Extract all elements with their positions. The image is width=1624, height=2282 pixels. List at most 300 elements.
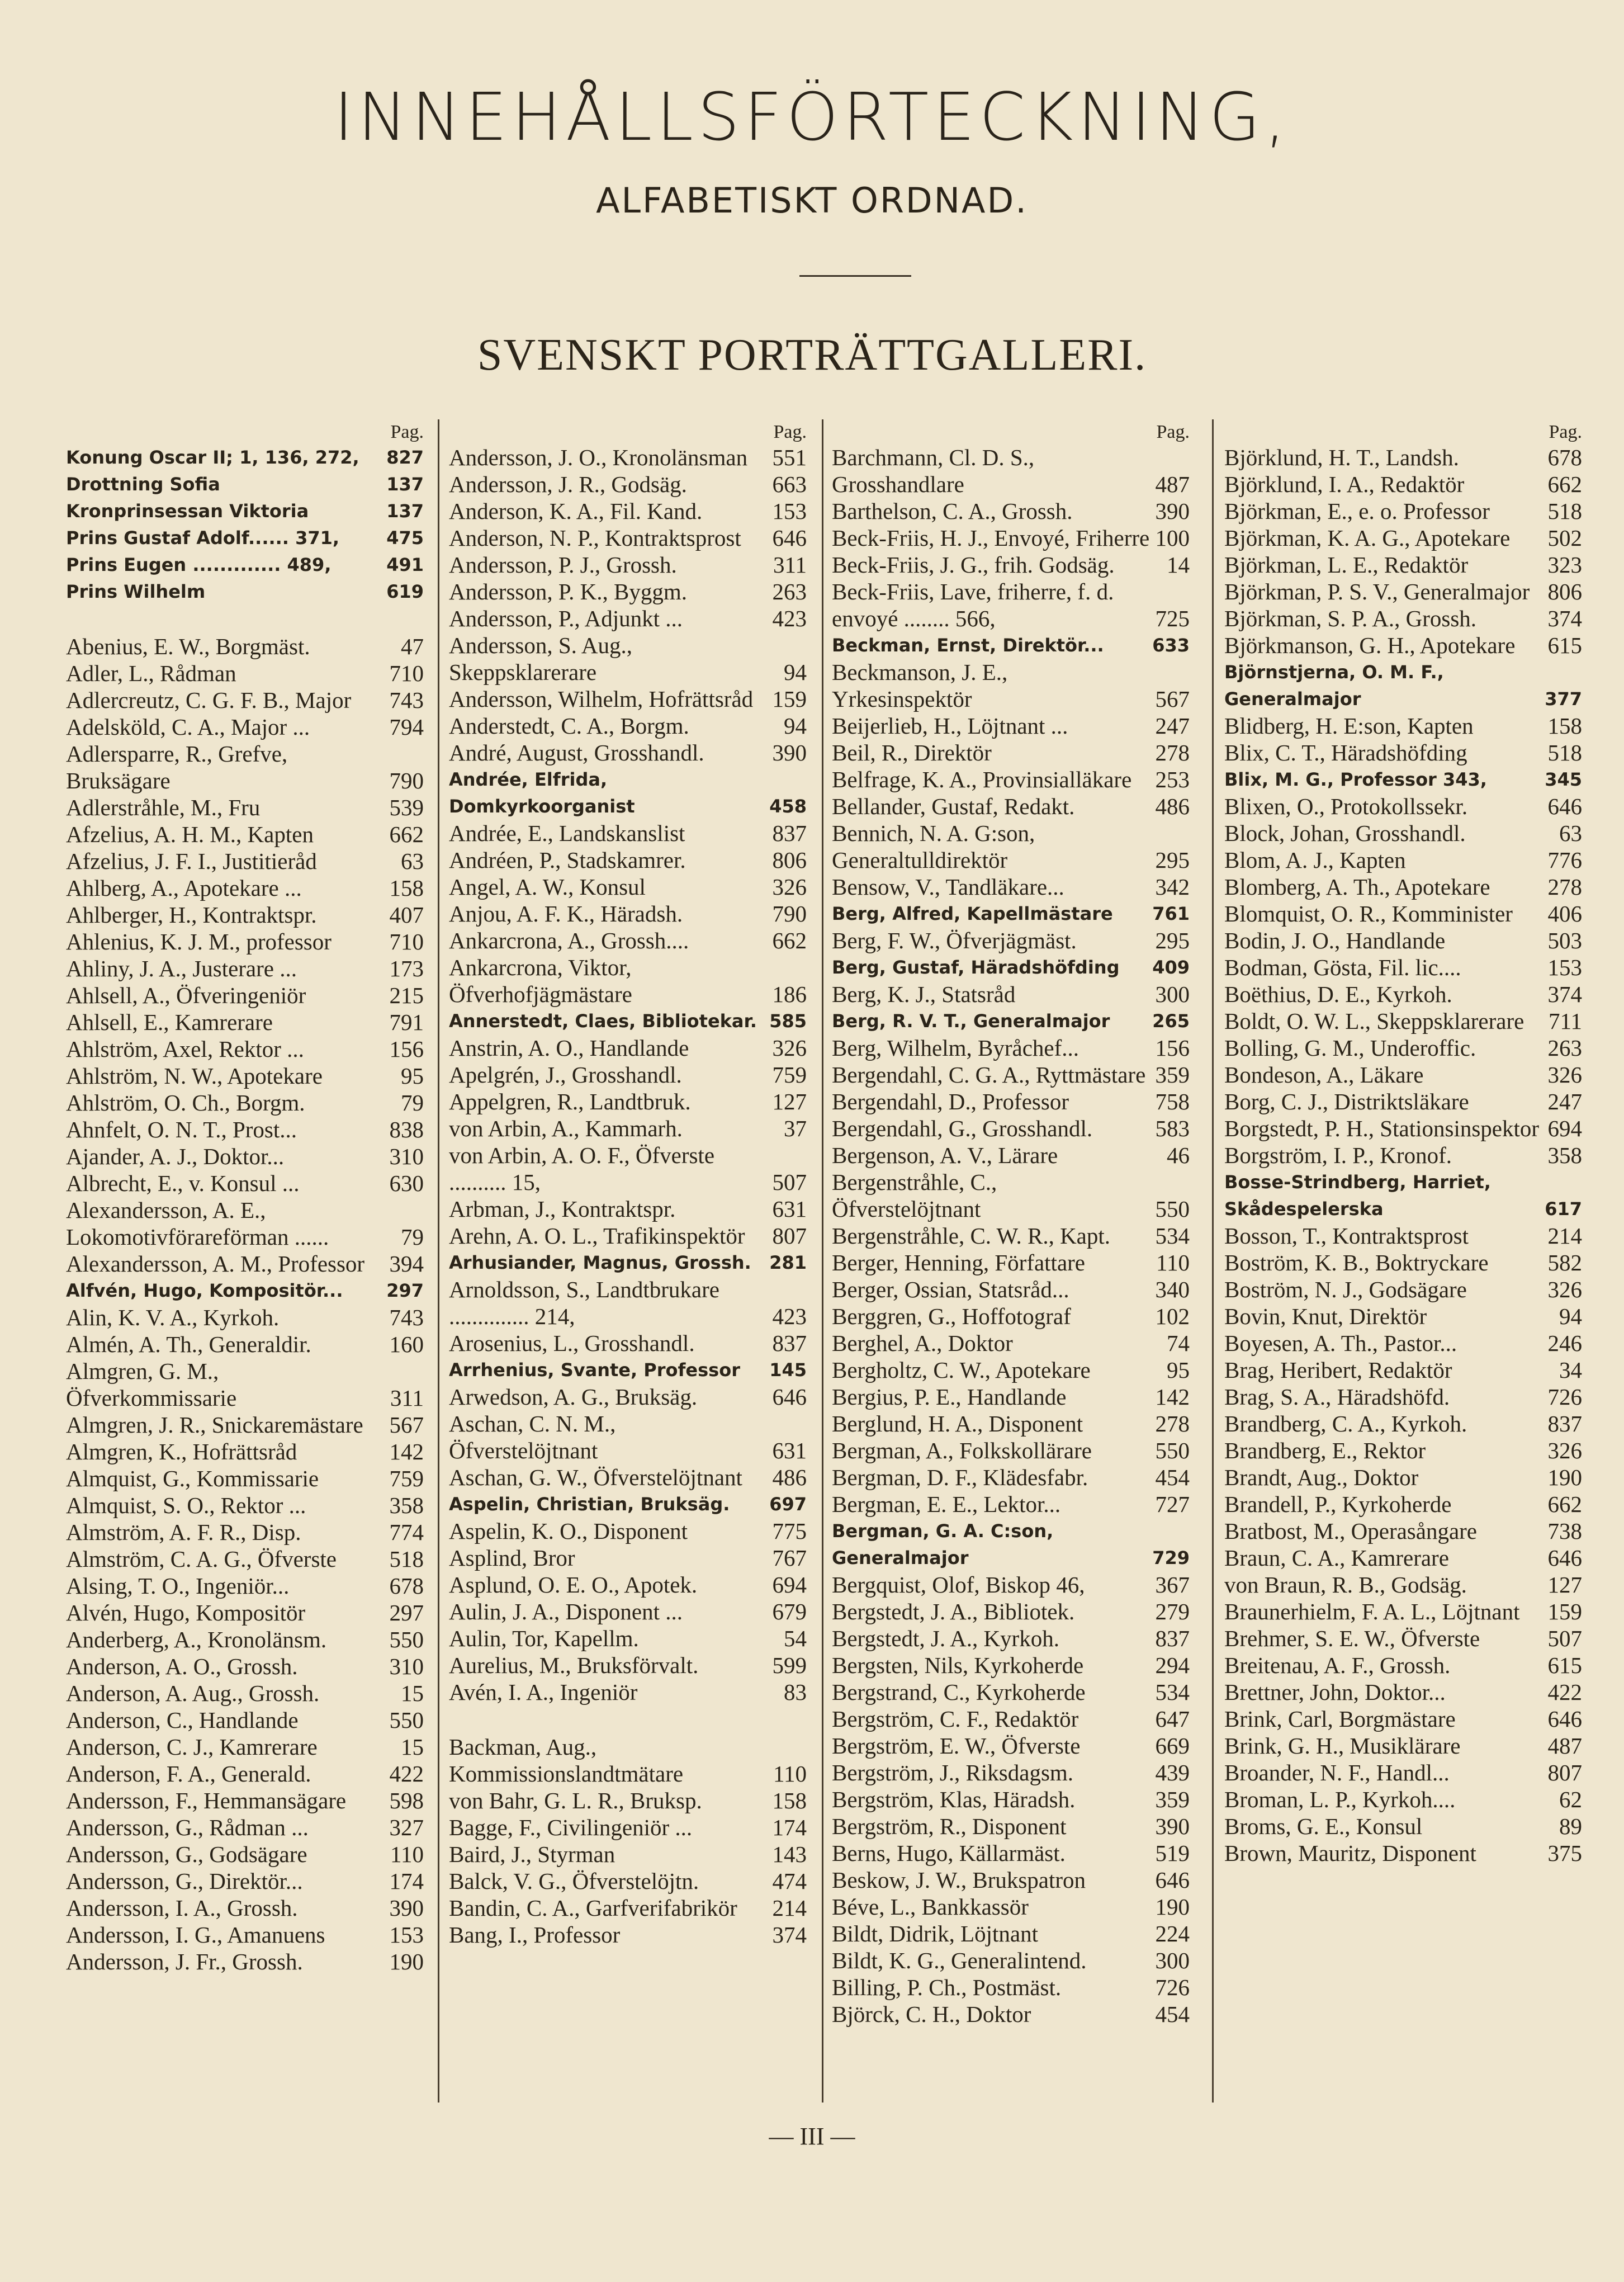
index-entry (1224, 578, 1582, 605)
entry-page-number: 374 (1547, 981, 1582, 1007)
index-entry (66, 1492, 424, 1519)
entry-page-number: 153 (772, 498, 807, 524)
index-entry (66, 1197, 424, 1250)
index-entry (66, 1170, 424, 1197)
entry-name: Borgström, I. P., Kronof. (1224, 1142, 1452, 1168)
entry-name: Beil, R., Direktör (832, 740, 992, 766)
entry-name: Björklund, H. T., Landsh. (1224, 445, 1459, 470)
entry-page-number: 422 (389, 1761, 424, 1787)
index-entry (66, 1733, 424, 1760)
index-entry (449, 1921, 807, 1948)
entry-page-number: 79 (401, 1224, 424, 1250)
entry-page-number: 390 (1155, 1813, 1190, 1839)
index-entry (1224, 1142, 1582, 1169)
entry-name: Andersson, G., Rådman ... (66, 1815, 309, 1840)
entry-page-number: 407 (389, 902, 424, 928)
entry-name: Bergström, J., Riksdagsm. (832, 1760, 1074, 1785)
entry-name: Bildt, Didrik, Löjtnant (832, 1921, 1038, 1946)
index-entry (449, 1410, 807, 1464)
index-entry (832, 444, 1190, 498)
entry-page-number: 662 (772, 928, 807, 953)
entry-name: Asplind, Bror (449, 1545, 575, 1571)
entry-name: Block, Johan, Grosshandl. (1224, 820, 1466, 846)
index-entry (1224, 551, 1582, 578)
entry-name: Anderson, A. O., Grossh. (66, 1653, 298, 1679)
section-heading: SVENSKT PORTRÄTTGALLERI. (477, 330, 1147, 380)
index-entry (1224, 1786, 1582, 1813)
index-entry (66, 901, 424, 928)
index-entry (449, 1652, 807, 1679)
entry-name: Björkmanson, G. H., Apotekare (1224, 632, 1516, 658)
entry-name: Brink, G. H., Musiklärare (1224, 1733, 1461, 1759)
index-entry (449, 1841, 807, 1868)
index-entry (449, 1034, 807, 1061)
entry-page-number: 14 (1167, 552, 1190, 578)
entry-name: Ahlström, Axel, Rektor ... (66, 1036, 304, 1062)
index-entry (66, 1760, 424, 1787)
entry-page-number: 174 (772, 1815, 807, 1840)
entry-name: Adler, L., Rådman (66, 660, 236, 686)
entry-page-number: 294 (1155, 1652, 1190, 1678)
entry-name: Drottning Sofia (66, 474, 220, 495)
entry-name: Bergendahl, G., Grosshandl. (832, 1116, 1093, 1141)
index-entry (449, 444, 807, 471)
index-entry (1224, 1705, 1582, 1732)
index-entry (832, 981, 1190, 1008)
entry-page-number: 186 (772, 981, 807, 1007)
entry-page-number: 311 (390, 1385, 424, 1411)
index-entry (1224, 1410, 1582, 1437)
entry-name: Beijerlieb, H., Löjtnant ... (832, 713, 1068, 739)
index-entry (832, 1034, 1190, 1061)
index-entry (66, 821, 424, 848)
entry-name: Aulin, Tor, Kapellm. (449, 1626, 639, 1651)
entry-name: Bolling, G. M., Underoffic. (1224, 1035, 1476, 1061)
index-entry (449, 1679, 807, 1705)
entry-name: Ahlberg, A., Apotekare ... (66, 875, 302, 901)
entry-name: Andersson, I. G., Amanuens (66, 1922, 325, 1948)
entry-name: Borg, C. J., Distriktsläkare (1224, 1089, 1469, 1114)
index-entry (66, 714, 424, 740)
entry-page-number: 394 (389, 1251, 424, 1277)
index-entry (66, 1572, 424, 1599)
index-entry (449, 873, 807, 900)
index-entry (832, 2001, 1190, 2028)
entry-name: Ahlberger, H., Kontraktspr. (66, 902, 317, 928)
entry-name: Bergstedt, J. A., Kyrkoh. (832, 1626, 1059, 1651)
entry-name: Ahlström, O. Ch., Borgm. (66, 1090, 305, 1116)
entry-name: Almquist, G., Kommissarie (66, 1466, 319, 1491)
entry-page-number: 775 (772, 1518, 807, 1544)
index-entry (449, 1894, 807, 1921)
entry-name: Andersson, F., Hemmansägare (66, 1788, 347, 1813)
entry-page-number: 390 (1155, 498, 1190, 524)
entry-name: Aulin, J. A., Disponent ... (449, 1599, 683, 1624)
index-entry (66, 1841, 424, 1868)
entry-page-number: 790 (772, 901, 807, 927)
entry-spacer (449, 1705, 807, 1733)
entry-page-number: 807 (1547, 1760, 1582, 1785)
entry-name: Ankarcrona, Viktor, Öfverhofjägmästare (449, 955, 632, 1007)
entry-name: Bang, I., Professor (449, 1922, 621, 1948)
entry-name: Almquist, S. O., Rektor ... (66, 1492, 306, 1518)
entry-name: Beskow, J. W., Brukspatron (832, 1867, 1086, 1893)
entry-name: Berger, Ossian, Statsråd... (832, 1277, 1069, 1302)
entry-name: Brandberg, E., Rektor (1224, 1438, 1426, 1463)
index-entry (66, 498, 424, 525)
entry-name: Aurelius, M., Bruksförvalt. (449, 1652, 699, 1678)
entry-page-number: 137 (386, 500, 424, 522)
index-entry (66, 471, 424, 498)
entry-page-number: 153 (1547, 955, 1582, 980)
index-entry (1224, 1840, 1582, 1867)
entry-name: Björkman, E., e. o. Professor (1224, 498, 1490, 524)
entry-page-number: 519 (1155, 1840, 1190, 1866)
entry-page-number: 327 (389, 1815, 424, 1840)
entry-name: Anderstedt, C. A., Borgm. (449, 713, 689, 739)
entry-page-number: 539 (389, 795, 424, 820)
entry-page-number: 550 (1155, 1196, 1190, 1222)
entry-name: Alin, K. V. A., Kyrkoh. (66, 1305, 280, 1330)
entry-page-number: 173 (389, 956, 424, 981)
entry-page-number: 646 (1547, 1706, 1582, 1732)
entry-page-number: 63 (1559, 820, 1582, 846)
entry-page-number: 759 (772, 1062, 807, 1088)
entry-page-number: 137 (386, 474, 424, 495)
entry-name: Asplund, O. E. O., Apotek. (449, 1572, 698, 1598)
entry-name: Beckman, Ernst, Direktör... (832, 635, 1104, 656)
entry-page-number: 486 (1155, 793, 1190, 819)
entry-name: Almgren, G. M., Öfverkommissarie (66, 1358, 237, 1411)
index-entry (449, 712, 807, 739)
index-entry (449, 1625, 807, 1652)
entry-name: Björkman, K. A. G., Apotekare (1224, 525, 1511, 551)
entry-name: Blomberg, A. Th., Apotekare (1224, 874, 1490, 900)
index-entry (832, 793, 1190, 820)
entry-page-number: 631 (772, 1196, 807, 1222)
entry-page-number: 646 (1547, 1545, 1582, 1571)
entry-name: Prins Wilhelm (66, 581, 206, 602)
index-entry (832, 954, 1190, 981)
index-entry (449, 1142, 807, 1196)
entry-page-number: 247 (1155, 713, 1190, 739)
index-entry (1224, 1464, 1582, 1491)
entry-page-number: 263 (772, 579, 807, 604)
entry-page-number: 761 (1152, 903, 1190, 924)
entry-name: Bergström, E. W., Öfverste (832, 1733, 1081, 1759)
entry-page-number: 662 (389, 821, 424, 847)
entry-page-number: 662 (1547, 1491, 1582, 1517)
entry-page-number: 310 (389, 1144, 424, 1169)
entry-name: Arehn, A. O. L., Trafikinspektör (449, 1223, 745, 1249)
index-entry (832, 1625, 1190, 1652)
entry-name: Almström, A. F. R., Disp. (66, 1519, 301, 1545)
entry-page-number: 95 (401, 1063, 424, 1089)
entry-page-number: 837 (1547, 1411, 1582, 1437)
entry-page-number: 297 (389, 1600, 424, 1626)
entry-name: Bagge, F., Civilingeniör ... (449, 1815, 693, 1840)
entry-page-number: 160 (389, 1331, 424, 1357)
entry-page-number: 794 (389, 714, 424, 740)
index-entry (1224, 954, 1582, 981)
entry-page-number: 300 (1155, 1948, 1190, 1973)
entry-name: Apelgrén, J., Grosshandl. (449, 1062, 682, 1088)
entry-page-number: 326 (1547, 1062, 1582, 1088)
index-entry (449, 1008, 807, 1034)
index-entry (66, 1358, 424, 1411)
column-divider (822, 419, 823, 2103)
index-entry (449, 820, 807, 847)
entry-page-number: 174 (389, 1868, 424, 1894)
pag-header: Pag. (1549, 422, 1582, 442)
entry-name: Berglund, H. A., Disponent (832, 1411, 1083, 1437)
index-entry (66, 1948, 424, 1975)
index-entry (449, 1571, 807, 1598)
index-entry (449, 471, 807, 498)
entry-name: von Bahr, G. L. R., Bruksp. (449, 1788, 702, 1813)
entry-page-number: 390 (389, 1895, 424, 1921)
index-entry (449, 498, 807, 525)
index-entry (66, 1814, 424, 1841)
entry-page-number: 598 (389, 1788, 424, 1813)
entry-page-number: 345 (1545, 769, 1582, 790)
entry-page-number: 551 (772, 445, 807, 470)
entry-name: Adlersparre, R., Grefve, Bruksägare (66, 741, 288, 793)
index-entry (1224, 927, 1582, 954)
entry-page-number: 619 (386, 581, 424, 602)
entry-page-number: 326 (1547, 1438, 1582, 1463)
entry-page-number: 246 (1547, 1330, 1582, 1356)
index-entry (449, 1544, 807, 1571)
entry-name: Bodman, Gösta, Fil. lic.... (1224, 955, 1461, 980)
index-entry (449, 1464, 807, 1491)
index-entry (832, 927, 1190, 954)
entry-page-number: 278 (1547, 874, 1582, 900)
index-entry (832, 498, 1190, 525)
entry-name: Brandell, P., Kyrkoherde (1224, 1491, 1452, 1517)
entry-page-number: 507 (1547, 1626, 1582, 1651)
entry-page-number: 190 (389, 1949, 424, 1974)
entry-page-number: 767 (772, 1545, 807, 1571)
entry-name: Bergman, A., Folkskollärare (832, 1438, 1092, 1463)
entry-page-number: 423 (772, 606, 807, 631)
entry-page-number: 158 (772, 1788, 807, 1813)
entry-page-number: 311 (773, 552, 807, 578)
entry-page-number: 377 (1545, 688, 1582, 710)
entry-page-number: 281 (769, 1252, 807, 1273)
entry-page-number: 726 (1547, 1384, 1582, 1410)
entry-page-number: 15 (401, 1680, 424, 1706)
entry-name: Ahliny, J. A., Justerare ... (66, 956, 297, 981)
entry-page-number: 806 (1547, 579, 1582, 604)
entry-name: Bennich, N. A. G:son, Generaltulldirektör (832, 820, 1035, 873)
entry-page-number: 727 (1155, 1491, 1190, 1517)
index-entry (1224, 1544, 1582, 1571)
entry-name: Bergström, Klas, Häradsh. (832, 1787, 1076, 1812)
index-entry (449, 900, 807, 927)
index-entry (1224, 820, 1582, 847)
entry-name: Boëthius, D. E., Kyrkoh. (1224, 981, 1452, 1007)
entry-name: Berg, Alfred, Kapellmästare (832, 903, 1113, 924)
entry-page-number: 615 (1547, 1652, 1582, 1678)
entry-page-number: 776 (1547, 847, 1582, 873)
entry-name: Björck, C. H., Doktor (832, 2001, 1031, 2027)
entry-name: Berg, Gustaf, Häradshöfding (832, 957, 1120, 978)
entry-page-number: 790 (389, 768, 424, 793)
entry-name: Bergenson, A. V., Lärare (832, 1142, 1058, 1168)
entry-name: Anderson, A. Aug., Grossh. (66, 1680, 320, 1706)
index-entry (1224, 1276, 1582, 1303)
entry-page-number: 295 (1155, 847, 1190, 873)
index-entry (66, 1009, 424, 1036)
index-entry (1224, 659, 1582, 712)
index-entry (832, 1088, 1190, 1115)
index-entry (66, 1089, 424, 1116)
entry-name: Angel, A. W., Konsul (449, 874, 646, 900)
entry-name: Berg, R. V. T., Generalmajor (832, 1010, 1110, 1032)
index-entry (66, 848, 424, 875)
entry-name: Blixen, O., Protokollssekr. (1224, 793, 1468, 819)
entry-name: Barchmann, Cl. D. S., Grosshandlare (832, 445, 1035, 497)
entry-page-number: 838 (389, 1117, 424, 1142)
entry-page-number: 145 (769, 1359, 807, 1381)
index-column-2 (449, 421, 807, 2104)
index-entry (66, 1921, 424, 1948)
index-entry (449, 605, 807, 632)
entry-page-number: 807 (772, 1223, 807, 1249)
index-entry (66, 1787, 424, 1814)
index-entry (1224, 981, 1582, 1008)
index-entry (449, 847, 807, 873)
entry-page-number: 156 (389, 1036, 424, 1062)
entry-page-number: 406 (1547, 901, 1582, 927)
column-divider (438, 419, 439, 2103)
entry-name: Bosson, T., Kontraktsprost (1224, 1223, 1469, 1249)
index-entry (449, 1249, 807, 1276)
entry-name: Bergstedt, J. A., Bibliotek. (832, 1599, 1075, 1624)
index-entry (1224, 900, 1582, 927)
index-entry (449, 1196, 807, 1222)
entry-page-number: 110 (1156, 1250, 1190, 1275)
entry-name: Arrhenius, Svante, Professor (449, 1359, 740, 1381)
entry-page-number: 662 (1547, 471, 1582, 497)
entry-name: Björnstjerna, O. M. F., Generalmajor (1224, 662, 1444, 710)
entry-name: Alexandersson, A. E., Lokomotivförareförman ...... (66, 1197, 329, 1250)
entry-name: Adelsköld, C. A., Major ... (66, 714, 310, 740)
index-entry (1224, 1652, 1582, 1679)
entry-name: Broms, G. E., Konsul (1224, 1813, 1423, 1839)
entry-page-number: 390 (772, 740, 807, 766)
index-entry (449, 739, 807, 766)
index-entry (66, 1894, 424, 1921)
entry-page-number: 422 (1547, 1679, 1582, 1705)
entry-name: Björkman, S. P. A., Grossh. (1224, 606, 1477, 631)
entry-name: Berger, Henning, Författare (832, 1250, 1086, 1275)
index-entry (832, 1383, 1190, 1410)
index-entry (832, 1947, 1190, 1974)
index-entry (449, 578, 807, 605)
entry-name: Berghel, A., Doktor (832, 1330, 1013, 1356)
entry-page-number: 110 (773, 1761, 807, 1787)
entry-page-number: 646 (1155, 1867, 1190, 1893)
index-entry (832, 1974, 1190, 2001)
entry-page-number: 567 (389, 1412, 424, 1438)
index-entry (1224, 1383, 1582, 1410)
entry-name: Björkman, P. S. V., Generalmajor (1224, 579, 1530, 604)
index-entry (1224, 605, 1582, 632)
entry-name: Aschan, C. N. M., Öfverstelöjtnant (449, 1411, 616, 1463)
entry-spacer (66, 605, 424, 633)
index-entry (66, 1519, 424, 1546)
entry-name: Prins Gustaf Adolf...... 371, (66, 527, 340, 549)
entry-name: Alexandersson, A. M., Professor (66, 1251, 365, 1277)
entry-name: Brettner, John, Doktor... (1224, 1679, 1446, 1705)
index-entry (832, 1598, 1190, 1625)
entry-page-number: 358 (389, 1492, 424, 1518)
index-entry (449, 1088, 807, 1115)
entry-name: Béve, L., Bankkassör (832, 1894, 1029, 1920)
entry-name: Beck-Friis, J. G., frih. Godsäg. (832, 552, 1115, 578)
entry-name: Anderson, N. P., Kontraktsprost (449, 525, 741, 551)
entry-name: Braun, C. A., Kamrerare (1224, 1545, 1449, 1571)
index-entry (66, 551, 424, 578)
entry-name: von Braun, R. B., Godsäg. (1224, 1572, 1467, 1598)
entry-page-number: 738 (1547, 1518, 1582, 1544)
entry-name: Braunerhielm, F. A. L., Löjtnant (1224, 1599, 1520, 1624)
index-entry (1224, 1303, 1582, 1330)
entry-page-number: 278 (1155, 1411, 1190, 1437)
index-entry (66, 525, 424, 551)
entry-name: Beckmanson, J. E., Yrkesinspektör (832, 659, 1008, 712)
index-entry (449, 1276, 807, 1330)
entry-name: Berns, Hugo, Källarmäst. (832, 1840, 1066, 1866)
index-entry (1224, 739, 1582, 766)
entry-name: Bandin, C. A., Garfverifabrikör (449, 1895, 737, 1921)
index-entry (66, 687, 424, 714)
entry-name: Balck, V. G., Öfverstelöjtn. (449, 1868, 699, 1894)
index-entry (1224, 1169, 1582, 1222)
entry-name: Bellander, Gustaf, Redakt. (832, 793, 1075, 819)
entry-page-number: 265 (1152, 1010, 1190, 1032)
index-entry (66, 1411, 424, 1438)
entry-name: Broander, N. F., Handl... (1224, 1760, 1450, 1785)
entry-page-number: 279 (1155, 1599, 1190, 1624)
index-entry (832, 1276, 1190, 1303)
entry-page-number: 663 (772, 471, 807, 497)
entry-page-number: 503 (1547, 928, 1582, 953)
entry-page-number: 409 (1152, 957, 1190, 978)
entry-page-number: 94 (784, 713, 807, 739)
index-entry (832, 1705, 1190, 1732)
index-entry (449, 954, 807, 1008)
entry-name: Brandberg, C. A., Kyrkoh. (1224, 1411, 1467, 1437)
entry-page-number: 759 (389, 1466, 424, 1491)
entry-name: Boldt, O. W. L., Skeppsklarerare (1224, 1008, 1524, 1034)
index-entry (1224, 1813, 1582, 1840)
page-number-footer: — III — (769, 2123, 855, 2150)
entry-page-number: 631 (772, 1438, 807, 1463)
entry-name: Boström, N. J., Godsägare (1224, 1277, 1467, 1302)
entry-name: Adlercreutz, C. G. F. B., Major (66, 687, 352, 713)
entry-page-number: 646 (1547, 793, 1582, 819)
entry-name: Anderson, C. J., Kamrerare (66, 1734, 318, 1760)
entry-name: Ahlenius, K. J. M., professor (66, 929, 332, 955)
entry-name: Ankarcrona, A., Grossh.... (449, 928, 689, 953)
entry-page-number: 694 (1547, 1116, 1582, 1141)
entry-page-number: 143 (772, 1841, 807, 1867)
entry-page-number: 725 (1155, 606, 1190, 631)
entry-page-number: 247 (1547, 1089, 1582, 1114)
